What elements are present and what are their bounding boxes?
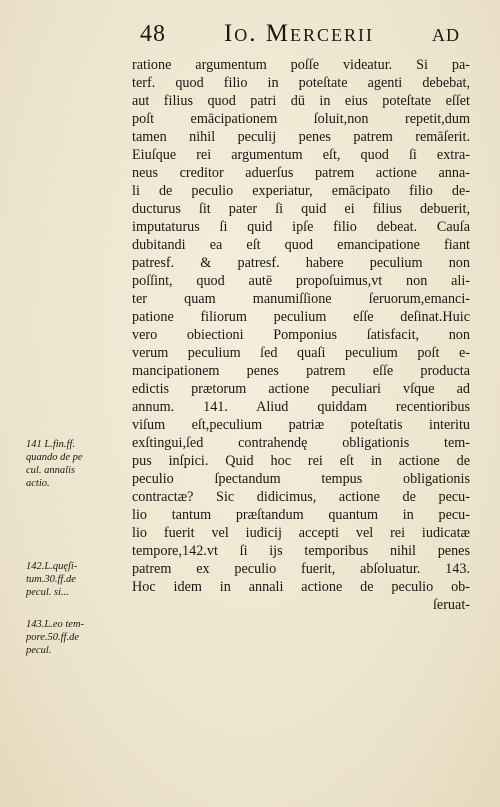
- margin-note-line: cul. annalis: [26, 465, 75, 476]
- text-line: lio fuerit vel iudicij accepti vel rei iudicatæ: [132, 525, 470, 541]
- text-line: viſum eſt,peculium patriæ poteſtatis interitu: [132, 417, 470, 433]
- running-title: Io. Mercerii: [223, 20, 375, 47]
- text-line: tamen nihil peculij penes patrem remāſerit.: [132, 129, 470, 145]
- main-text: [132, 56, 470, 614]
- text-line: imputaturus ſi quid ipſe filio debeat. Cauſa: [132, 219, 470, 235]
- text-line: Eiuſque rei argumentum eſt, quod ſi extra-: [132, 147, 470, 163]
- text-line: ducturus ſit pater ſi quid ei filius debuerit,: [132, 201, 470, 217]
- text-line: peculio ſpectandum tempus obligationis: [132, 471, 470, 487]
- text-line: li de peculio experiatur, emācipato filio de-: [132, 183, 470, 199]
- margin-note-line: 143.L.eo tem-: [26, 619, 85, 630]
- margin-note-line: pecul. si...: [26, 587, 69, 598]
- text-line: pus inſpici. Quid hoc rei eſt in actione de: [132, 453, 470, 469]
- text-line: patrem ex peculio fuerit, abſoluatur. 143.: [132, 561, 470, 577]
- margin-note: [26, 618, 130, 657]
- text-line: ter quam manumiſſione ſeruorum,emanci-: [132, 291, 470, 307]
- running-title-end: ad: [432, 20, 460, 47]
- text-line: annum. 141. Aliud quiddam recentioribus: [132, 399, 470, 415]
- text-line: poſſint, quod autē propoſuimus,vt non ali-: [132, 273, 470, 289]
- margin-note-line: 142.L.quęſi-: [26, 561, 78, 572]
- text-line: ratione argumentum poſſe videatur. Si pa-: [132, 57, 470, 73]
- text-line: dubitandi ea eſt quod emancipatione fiant: [132, 237, 470, 253]
- margin-note-line: pecul.: [26, 645, 52, 656]
- text-line: exſtingui,ſed contrahendę obligationis tem-: [132, 435, 470, 451]
- margin-note: [26, 438, 130, 490]
- margin-note: [26, 560, 130, 599]
- text-line: aut filius quod patri dū in eius poteſtate eſſet: [132, 93, 470, 109]
- text-line: terf. quod filio in poteſtate agenti debebat,: [132, 75, 470, 91]
- text-line: patresf. & patresf. habere peculium non: [132, 255, 470, 271]
- text-line: poſt emācipationem ſoluit,non repetit,dum: [132, 111, 470, 127]
- margin-note-line: quando de pe: [26, 452, 83, 463]
- page-number: 48: [140, 21, 166, 47]
- text-line: contractæ? Sic didicimus, actione de pecu-: [132, 489, 470, 505]
- text-line: neus creditor aduerſus patrem actione anna-: [132, 165, 470, 181]
- running-head: [140, 20, 460, 50]
- text-line: patione filiorum peculium eſſe deſinat.Huic: [132, 309, 470, 325]
- text-line: edictis prætorum actione peculiari vſque ad: [132, 381, 470, 397]
- text-line: Hoc idem in annali actione de peculio ob-: [132, 579, 470, 595]
- text-line: ſeruat-: [432, 597, 470, 613]
- text-line: vero obiectioni Pomponius ſatisfacit, non: [132, 327, 470, 343]
- margin-note-line: actio.: [26, 478, 50, 489]
- text-line: verum peculium ſed quaſi peculium poſt e-: [132, 345, 470, 361]
- text-line: lio tantum præſtandum quantum in pecu-: [132, 507, 470, 523]
- text-line: tempore,142.vt ſi ijs temporibus nihil penes: [132, 543, 470, 559]
- text-line: mancipationem penes patrem eſſe producta: [132, 363, 470, 379]
- margin-note-line: pore.50.ff.de: [26, 632, 79, 643]
- margin-note-line: tum.30.ff.de: [26, 574, 76, 585]
- margin-note-line: 141 L.fin.ff.: [26, 439, 76, 450]
